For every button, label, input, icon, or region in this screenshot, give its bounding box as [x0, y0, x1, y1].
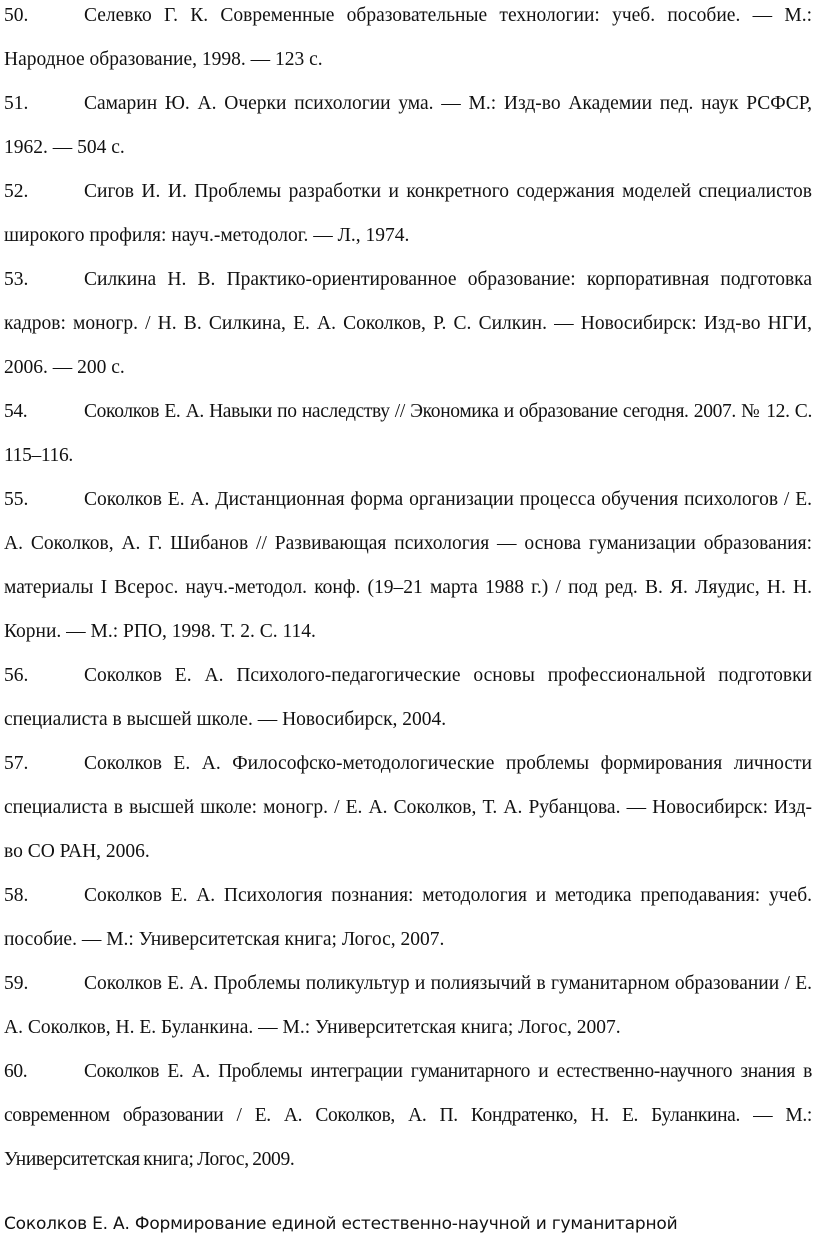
reference-entry: [4, 478, 812, 654]
reference-number: 53.: [4, 269, 29, 290]
reference-entry: [4, 654, 812, 742]
reference-number: 50.: [4, 5, 29, 26]
reference-entry: [4, 170, 812, 258]
reference-text: Соколков Е. А. Психолого-педагогические основы профессиональной подготовки специалиста в высшей школе. — Новосибирск, 2004.: [4, 665, 812, 730]
reference-entry: [4, 258, 812, 390]
reference-text: Сигов И. И. Проблемы разработки и конкретного содержания моделей специалистов широкого профиля: науч.-методолог. — Л., 1974.: [4, 181, 812, 246]
reference-number: 54.: [4, 401, 28, 422]
reference-text: Силкина Н. В. Практико-ориентированное образование: корпоративная подготовка кадров: моногр. / Н. В. Силкина, Е. А. Соколков, Р. С. Силкин. — Новосибирск: Изд-во НГИ, 2006. — 200 с.: [4, 269, 812, 378]
reference-entry: [4, 742, 812, 874]
reference-number: 51.: [4, 93, 29, 114]
reference-entry: [4, 1050, 812, 1182]
reference-entry: [4, 874, 812, 962]
reference-number: 55.: [4, 489, 29, 510]
reference-text: Соколков Е. А. Проблемы интеграции гуманитарного и естественно-научного знания в современном образовании / Е. А. Соколков, А. П. Кондратенко, Н. Е. Буланкина. — М.: Университетская книга; Логос, 2009.: [4, 1061, 812, 1170]
reference-text: Соколков Е. А. Навыки по наследству // Экономика и образование сегодня. 2007. № 12. С. 115–116.: [4, 401, 812, 466]
reference-text: Селевко Г. К. Современные образовательные технологии: учеб. пособие. — М.: Народное образование, 1998. — 123 с.: [4, 5, 812, 70]
reference-text: Соколков Е. А. Философско-методологические проблемы формирования личности специалиста в высшей школе: моногр. / Е. А. Соколков, Т. А. Рубанцова. — Новосибирск: Изд-во СО РАН, 2006.: [4, 753, 812, 862]
trailing-text-line: Соколков Е. А. Формирование единой естественно-научной и гуманитарной: [4, 1214, 678, 1234]
reference-list: [4, 0, 812, 1182]
reference-text: Соколков Е. А. Психология познания: методология и методика преподавания: учеб. пособие. — М.: Университетская книга; Логос, 2007.: [4, 885, 812, 950]
reference-entry: [4, 962, 812, 1050]
reference-number: 58.: [4, 885, 29, 906]
reference-entry: [4, 0, 812, 82]
reference-number: 59.: [4, 973, 29, 994]
reference-number: 57.: [4, 753, 29, 774]
reference-number: 52.: [4, 181, 29, 202]
reference-entry: [4, 82, 812, 170]
reference-text: Соколков Е. А. Проблемы поликультур и полиязычий в гуманитарном образовании / Е. А. Соколков, Н. Е. Буланкина. — М.: Университетская книга; Логос, 2007.: [4, 973, 812, 1038]
reference-text: Соколков Е. А. Дистанционная форма организации процесса обучения психологов / Е. А. Соколков, А. Г. Шибанов // Развивающая психология — основа гуманизации образования: материалы I Всерос. науч.-методол. конф. (19–21 марта 1988 г.) / под ред. В. Я. Ляудис, Н. Н. Корни. — М.: РПО, 1998. Т. 2. С. 114.: [4, 489, 812, 642]
reference-text: Самарин Ю. А. Очерки психологии ума. — М.: Изд-во Академии пед. наук РСФСР, 1962. — 504 с.: [4, 93, 812, 158]
reference-number: 60.: [4, 1061, 28, 1082]
reference-entry: [4, 390, 812, 478]
reference-number: 56.: [4, 665, 29, 686]
